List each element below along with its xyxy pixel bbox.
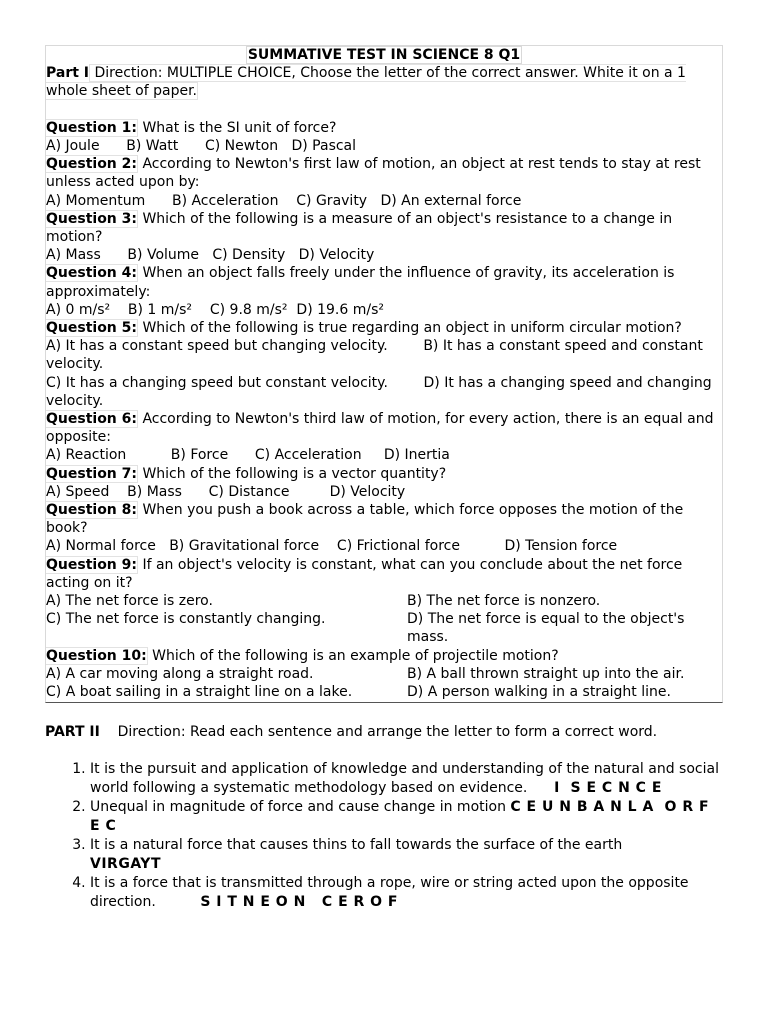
question-label: Question 9: [46,556,137,573]
part-one-label: Part I [46,65,90,82]
item-text: It is the pursuit and application of knowledge and understanding of the natural and social world following a systematic methodology based on evidence. [90,761,724,797]
question-options: A) It has a constant speed but changing velocity. B) It has a constant speed and constant velocity. [46,338,708,373]
test-title-text: SUMMATIVE TEST IN SCIENCE 8 Q1 [247,47,521,63]
option: A) The net force is zero. [46,593,213,610]
scrambled-word: VIRGAYT [90,856,161,873]
part-two-direction-text: Direction: Read each sentence and arrange the letter to form a correct word. [99,724,658,741]
question [46,119,722,137]
question-label: Question 8: [46,502,137,519]
question [46,410,722,446]
question-options: A) Mass B) Volume C) Density D) Velocity [46,247,375,264]
question-label: Question 1: [46,119,137,136]
question-options-row [46,665,722,683]
question [46,155,722,191]
question [46,647,722,665]
question-text: When an object falls freely under the influence of gravity, its acceleration is approximately: [46,265,675,300]
question-options: C) It has a changing speed but constant velocity. D) It has a changing speed and changing velocity. [46,374,717,409]
scrambled-word: I S E C N C E [554,780,662,797]
part-one-section [45,45,723,703]
option: D) The net force is equal to the object's mass. [407,611,685,646]
question-options: A) Normal force B) Gravitational force C) Frictional force D) Tension force [46,538,618,555]
part-one-direction [46,64,722,100]
test-page [45,45,723,912]
question-label: Question 10: [46,647,147,664]
list-item [90,798,723,836]
question-options-row [46,683,722,701]
option: B) The net force is nonzero. [407,593,601,610]
spacer [46,101,722,119]
question-options: A) Momentum B) Acceleration C) Gravity D) An external force [46,192,522,209]
part-two-label: PART II [45,724,100,741]
question [46,210,722,246]
question-label: Question 4: [46,265,137,282]
question-options-row [46,610,722,646]
question-options-row [46,592,722,610]
question-text: What is the SI unit of force? [138,119,337,136]
option: A) A car moving along a straight road. [46,665,314,682]
question-text: Which of the following is true regarding an object in uniform circular motion? [138,320,682,337]
scramble-list [45,760,723,912]
option: D) A person walking in a straight line. [407,684,671,701]
test-title [46,46,722,64]
question-label: Question 5: [46,320,137,337]
part-two-section [45,723,723,912]
question-options: A) Reaction B) Force C) Acceleration D) Inertia [46,447,450,464]
list-item [90,874,723,912]
question [46,556,722,592]
question-options: A) Joule B) Watt C) Newton D) Pascal [46,138,357,154]
question-text: Which of the following is an example of projectile motion? [147,647,559,664]
question-text: Which of the following is a measure of an object's resistance to a change in motion? [46,210,673,246]
option: C) A boat sailing in a straight line on a lake. [46,684,353,701]
question [46,501,722,537]
part-two-direction [45,723,723,742]
question-options: A) 0 m/s² B) 1 m/s² C) 9.8 m/s² D) 19.6 m/s² [46,301,384,318]
item-text: It is a natural force that causes thins to fall towards the surface of the earth [90,837,685,854]
question-label: Question 6: [46,411,137,428]
item-text: Unequal in magnitude of force and cause change in motion [90,799,511,816]
scrambled-word: C E U N B A N L A O R F E C [90,799,715,835]
question-text: When you push a book across a table, which force opposes the motion of the book? [46,502,684,537]
option: C) The net force is constantly changing. [46,611,326,628]
question [46,264,722,300]
question-label: Question 2: [46,156,137,173]
question-label: Question 3: [46,210,137,227]
question [46,465,722,483]
question-options: A) Speed B) Mass C) Distance D) Velocity [46,483,406,500]
question-text: If an object's velocity is constant, what can you conclude about the net force acting on it? [46,556,683,591]
question-text: According to Newton's first law of motion, an object at rest tends to stay at rest unless acted upon by: [46,156,701,191]
question-label: Question 7: [46,465,137,482]
question-text: According to Newton's third law of motion, for every action, there is an equal and opposite: [46,411,714,446]
option: B) A ball thrown straight up into the air. [407,665,685,682]
question-text: Which of the following is a vector quantity? [138,465,447,482]
list-item [90,836,723,874]
scrambled-word: S I T N E O N C E R O F [200,894,398,911]
list-item [90,760,723,798]
item-text: It is a force that is transmitted through a rope, wire or string acted upon the opposite direction. [90,875,693,911]
question [46,319,722,337]
part-one-direction-text: Direction: MULTIPLE CHOICE, Choose the letter of the correct answer. White it on a 1 whole sheet of paper. [46,65,686,100]
